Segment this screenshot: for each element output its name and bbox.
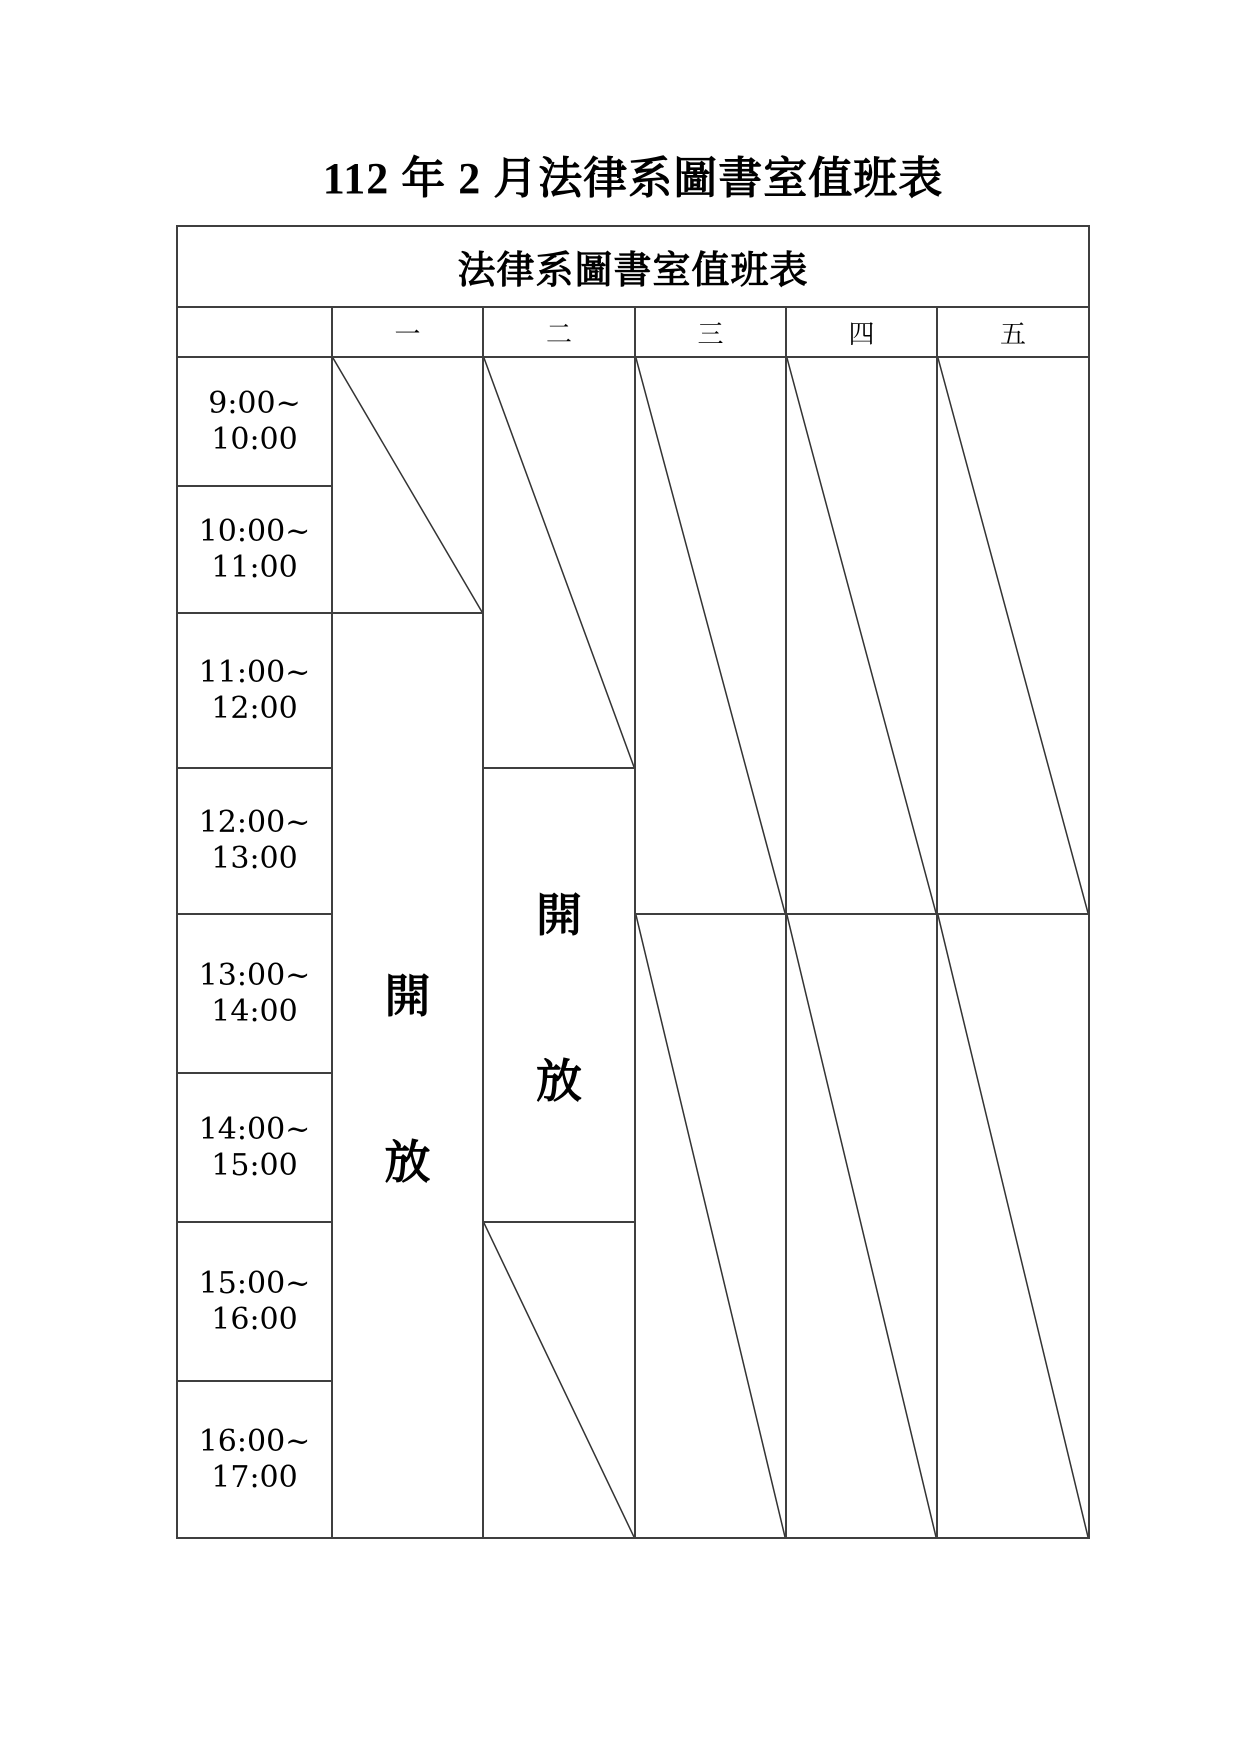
day-header-friday: 五: [938, 308, 1090, 358]
open-label-char: 放: [384, 1136, 431, 1188]
day-header-empty-cell: [178, 308, 333, 358]
time-slot-cell: [178, 769, 333, 915]
day-header-tuesday: 二: [484, 308, 636, 358]
time-slot-line: 12:00: [211, 690, 298, 726]
closed-cell-wednesday-morning: [636, 358, 787, 915]
page-title: 112 年 2 月法律系圖書室值班表: [322, 154, 944, 203]
time-slot-line: 17:00: [211, 1459, 298, 1495]
closed-cell-thursday-afternoon: [787, 915, 938, 1539]
time-slot-line: 16:00: [211, 1301, 298, 1337]
diagonal-line: [484, 1223, 634, 1537]
time-slot-cell: [178, 358, 333, 487]
time-slot-line: 11:00: [211, 549, 298, 585]
time-slot-line: 16:00~: [198, 1423, 311, 1459]
time-slot-cell: [178, 487, 333, 614]
day-header-wednesday: 三: [636, 308, 787, 358]
open-label-char: 開: [536, 890, 582, 941]
closed-cell-wednesday-afternoon: [636, 915, 787, 1539]
time-slot-cell: [178, 915, 333, 1074]
closed-cell-monday-morning: [333, 358, 484, 614]
time-slot-cell: [178, 1223, 333, 1382]
diagonal-line: [636, 358, 785, 913]
time-slot-line: 9:00~: [208, 385, 301, 421]
open-label-char: 開: [384, 970, 431, 1022]
diagonal-line: [938, 915, 1088, 1537]
time-slot-line: 15:00: [211, 1147, 298, 1183]
time-slot-line: 13:00: [211, 841, 298, 876]
closed-cell-thursday-morning: [787, 358, 938, 915]
table-title-cell: 法律系圖書室值班表: [178, 227, 1090, 308]
diagonal-line: [333, 358, 482, 612]
time-slot-line: 15:00~: [198, 1265, 311, 1301]
diagonal-line: [484, 358, 634, 767]
time-slot-line: 10:00~: [198, 513, 311, 549]
closed-cell-friday-afternoon: [938, 915, 1090, 1539]
day-header-monday: 一: [333, 308, 484, 358]
time-slot-cell: [178, 614, 333, 769]
closed-cell-tuesday-morning: [484, 358, 636, 769]
time-slot-cell: [178, 1074, 333, 1223]
schedule-table: [176, 225, 1090, 1539]
diagonal-line: [787, 358, 936, 913]
time-slot-line: 10:00: [211, 421, 298, 457]
closed-cell-friday-morning: [938, 358, 1090, 915]
diagonal-line: [938, 358, 1088, 913]
time-slot-cell: [178, 1382, 333, 1539]
diagonal-line: [636, 915, 785, 1537]
closed-cell-tuesday-evening: [484, 1223, 636, 1539]
time-slot-line: 13:00~: [198, 957, 311, 993]
open-cell-monday: [333, 614, 484, 1539]
time-slot-line: 11:00~: [198, 654, 311, 690]
time-slot-line: 12:00~: [198, 805, 311, 840]
open-label-char: 放: [536, 1056, 582, 1107]
time-slot-line: 14:00~: [198, 1111, 311, 1147]
diagonal-line: [787, 915, 936, 1537]
day-header-thursday: 四: [787, 308, 938, 358]
open-cell-tuesday: [484, 769, 636, 1223]
time-slot-line: 14:00: [211, 993, 298, 1029]
